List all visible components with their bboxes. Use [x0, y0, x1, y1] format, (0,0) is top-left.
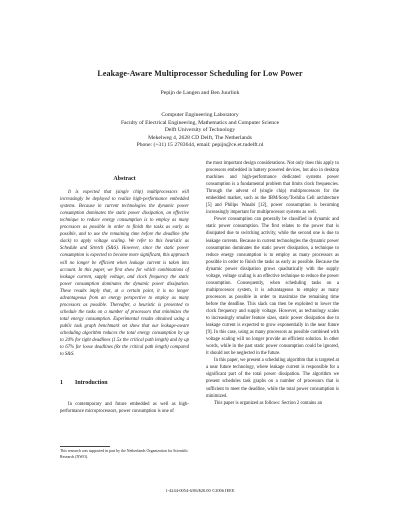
section-heading — [60, 380, 189, 387]
page-footer: 1-4244-0054-6/06/$20.00 ©2006 IEEE — [165, 488, 235, 493]
section-title: Introduction — [75, 380, 108, 387]
section-number: 1 — [60, 380, 63, 387]
body-paragraph: Power consumption can generally be classified in dynamic and static power consumption. The first relates to the power that is dissipated due to switching activity, while the second one is due to leakage currents. Because in current technologies the dynamic power consumption dominates the static power dissipation, a technique to reduce energy consumption is to employ as many processors as possible in order to finish the tasks as early as possible. Because the dynamic power dissipation grows quadratically with the supply voltage, voltage scaling is an effective technique to reduce the power consumption. Consequently, when scheduling tasks on a multiprocessor system, it is advantageous to employ as many processors as possible in order to maximize the remaining time before the deadline. This slack can then be exploited to lower the clock frequency and supply voltage. However, as technology scales to increasingly smaller feature sizes, static power dissipation due to leakage current is expected to grow exponentially in the near future [9]. In this case, using as many processors as possible combined with voltage scaling will no longer provide an efficient solution. In other words, while in the past static power consumption could be ignored, it should not be neglected in the future. — [206, 217, 339, 357]
affiliation-line: Computer Engineering Laboratory — [161, 112, 239, 118]
affiliation-block — [0, 112, 400, 150]
body-paragraph: the most important design considerations. Not only does this apply to processors embedded in battery powered devices, but also in desktop machines and high-performance dedicated systems power consumption is a fundamental problem that limits clock frequencies. Through the advent of (single chip) multiprocessors for the embedded market, such as the IBM/Sony/Toshiba Cell architecture [5] and Philips Wasabi [12], power consumption is becoming increasingly important for multiprocessor systems as well. — [206, 161, 339, 216]
paper-title: Leakage-Aware Multiprocessor Scheduling for Low Power — [97, 69, 303, 78]
body-paragraph: This paper is organized as follows: Section 2 contains an — [214, 400, 322, 406]
affiliation-line: Phone: (+31) 15 2783644, email: pepijn@ce.et.tudelft.nl — [136, 142, 264, 149]
right-column — [206, 160, 339, 407]
affiliation-line: Mekelweg 4, 2628 CD Delft, The Netherlands — [148, 134, 252, 141]
footnote: This research was supported in part by the Netherlands Organization for Scientific Research (NWO). — [60, 449, 189, 459]
footnote-rule — [60, 446, 110, 447]
body-paragraph: In this paper, we present a scheduling algorithm that is targeted at a near future technology, where leakage current is responsible for a significant part of the total power dissipation. The algorithm we present schedules task graphs on a number of processors that is sufficient to meet the deadline, while the total power consumption is minimized. — [206, 358, 339, 399]
affiliation-line: Faculty of Electrical Engineering, Mathematics and Computer Science — [120, 119, 280, 126]
affiliation-line: Delft University of Technology — [164, 127, 236, 134]
left-column — [60, 160, 189, 415]
abstract-text: It is expected that (single chip) multiprocessors will increasingly be deployed to realize high-performance embedded systems. Because in current technologies the dynamic power consumption dominates the static power dissipation, an effective technique to reduce energy consumption is to employ as many processors as possible in order to finish the tasks as early as possible, and to use the remaining time before the deadline (the slack) to apply voltage scaling. We refer to this heuristic as Schedule and Stretch (S&S). However, since the static power consumption is expected to become more significant, this approach will no longer be efficient when leakage current is taken into account. In this paper, we first show for which combinations of leakage current, supply voltage, and clock frequency the static power consumption dominates the dynamic power dissipation. These results imply that, at a certain point, it is no longer advantageous from an energy perspective to employ as many processors as possible. Thereafter, a heuristic is presented to schedule the tasks on a number of processors that minimizes the total energy consumption. Experimental results obtained using a public task graph benchmark set show that our leakage-aware scheduling algorithm reduces the total energy consumption by up to 24% for tight deadlines (1.5x the critical path length) and by up to 67% for loose deadlines (8x the critical path length) compared to S&S. — [60, 190, 189, 358]
intro-paragraph: In contemporary and future embedded as well as high-performance microprocessors, power consumption is one of — [60, 402, 189, 415]
abstract-heading: Abstract — [113, 176, 136, 182]
paper-authors: Pepijn de Langen and Ben Juurlink — [160, 90, 240, 96]
